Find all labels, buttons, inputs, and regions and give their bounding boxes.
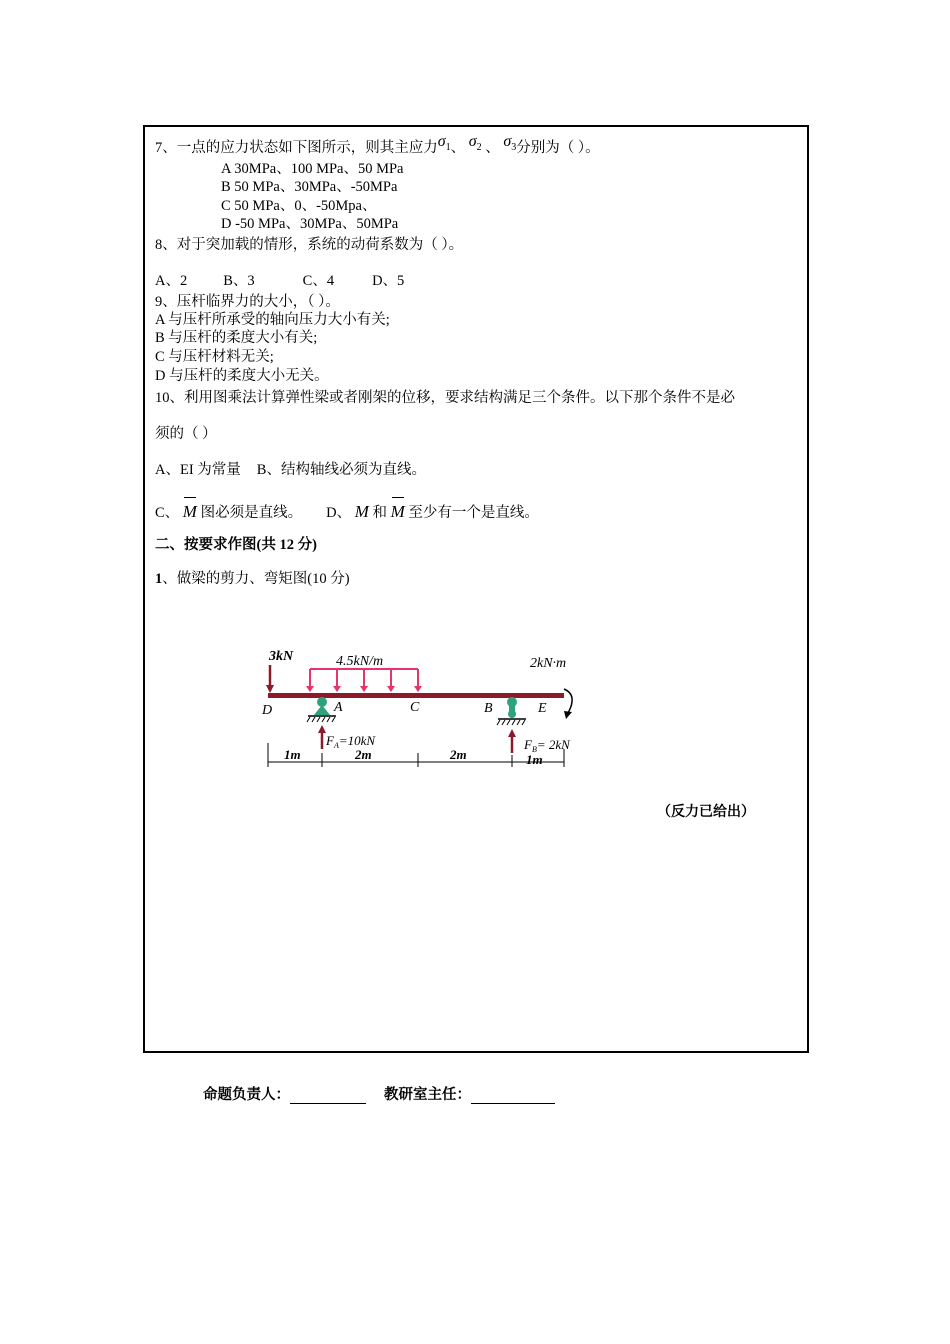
q7-stem: 7、一点的应力状态如下图所示，则其主应力$\sigma_1$、 $\sigma_2$ 、 $\sigma_3$分别为（ ）。 <box>155 133 600 156</box>
m-symbol: M <box>354 502 369 521</box>
point-load-arrow <box>266 665 274 693</box>
q10-options-ab <box>155 461 426 479</box>
point-e-label: E <box>538 701 547 716</box>
moment-label: 2kN·m <box>530 656 567 671</box>
q7-option-d: D -50 MPa、30MPa、50MPa <box>221 216 399 232</box>
dim-label-3: 2m <box>450 747 467 762</box>
support-b <box>497 697 526 725</box>
m-bar-symbol: M <box>182 502 197 521</box>
dim-label-2: 2m <box>355 747 372 762</box>
q7-option-b: B 50 MPa、30MPa、-50MPa <box>221 179 398 195</box>
q9-stem: 9、压杆临界力的大小，（ ）。 <box>155 294 340 310</box>
q9-option-c: C 与压杆材料无关; <box>155 349 274 365</box>
q7-option-a: A 30MPa、100 MPa、50 MPa <box>221 161 404 177</box>
q9-option-d: D 与压杆的柔度大小无关。 <box>155 368 329 384</box>
point-a-label: A <box>334 700 343 715</box>
sigma-2: $\sigma_2$ <box>468 133 482 154</box>
q10-stem-line2: 须的（ ） <box>155 426 217 442</box>
q8-option-b: B、3 <box>223 273 255 289</box>
q8-stem: 8、对于突加载的情形，系统的动荷系数为（ ）。 <box>155 237 464 253</box>
beam-diagram <box>260 645 620 770</box>
q7-option-c: C 50 MPa、0、-50Mpa、 <box>221 198 377 214</box>
reaction-a-label: $F_A=10kN$ <box>326 733 376 750</box>
beam <box>268 693 564 698</box>
director-label: 教研室主任： <box>384 1087 471 1103</box>
q8-option-c: C、4 <box>302 273 335 289</box>
director-blank[interactable] <box>471 1089 555 1104</box>
q8-option-d: D、5 <box>372 273 405 289</box>
dim-label-4: 1m <box>526 752 543 767</box>
q9-option-b: B 与压杆的柔度大小有关; <box>155 330 318 346</box>
point-load-label: 3kN <box>269 649 294 664</box>
point-d-label: D <box>262 703 273 718</box>
q8-option-a: A、2 <box>155 273 188 289</box>
sigma-3: $\sigma_3$ <box>503 133 517 154</box>
q8-options <box>155 272 404 290</box>
point-c-label: C <box>410 700 420 715</box>
author-blank[interactable] <box>290 1089 366 1104</box>
sigma-1: $\sigma_1$ <box>437 133 451 154</box>
moment-arrow <box>564 689 572 713</box>
reaction-a-arrow <box>318 725 326 749</box>
m-bar-symbol-2: M <box>390 502 405 521</box>
q10-option-b: B、结构轴线必须为直线。 <box>256 462 426 478</box>
footer-signature <box>203 1083 555 1104</box>
dim-label-1: 1m <box>284 747 301 762</box>
distributed-load <box>306 669 422 692</box>
support-a <box>307 697 336 722</box>
distributed-load-label: 4.5kN/m <box>336 654 384 669</box>
section-title: 二、按要求作图(共 12 分) <box>155 537 317 553</box>
reaction-note: （反力已给出） <box>657 804 755 820</box>
reaction-b-arrow <box>508 729 516 753</box>
q10-option-a: A、EI 为常量 <box>155 462 241 478</box>
dimension-lines <box>268 743 564 767</box>
q10-stem-line1: 10、利用图乘法计算弹性梁或者刚架的位移，要求结构满足三个条件。以下那个条件不是必 <box>155 390 735 406</box>
task-1: 1、做梁的剪力、弯矩图(10 分) <box>155 571 350 587</box>
author-label: 命题负责人： <box>203 1087 290 1103</box>
q9-option-a: A 与压杆所承受的轴向压力大小有关; <box>155 312 390 328</box>
q10-options-cd: C、 M 图必须是直线。 D、 M 和 M 至少有一个是直线。 <box>155 502 539 521</box>
exam-content-box <box>143 125 809 1053</box>
reaction-b-label: $F_B= 2kN$ <box>524 737 570 754</box>
point-b-label: B <box>484 701 493 716</box>
